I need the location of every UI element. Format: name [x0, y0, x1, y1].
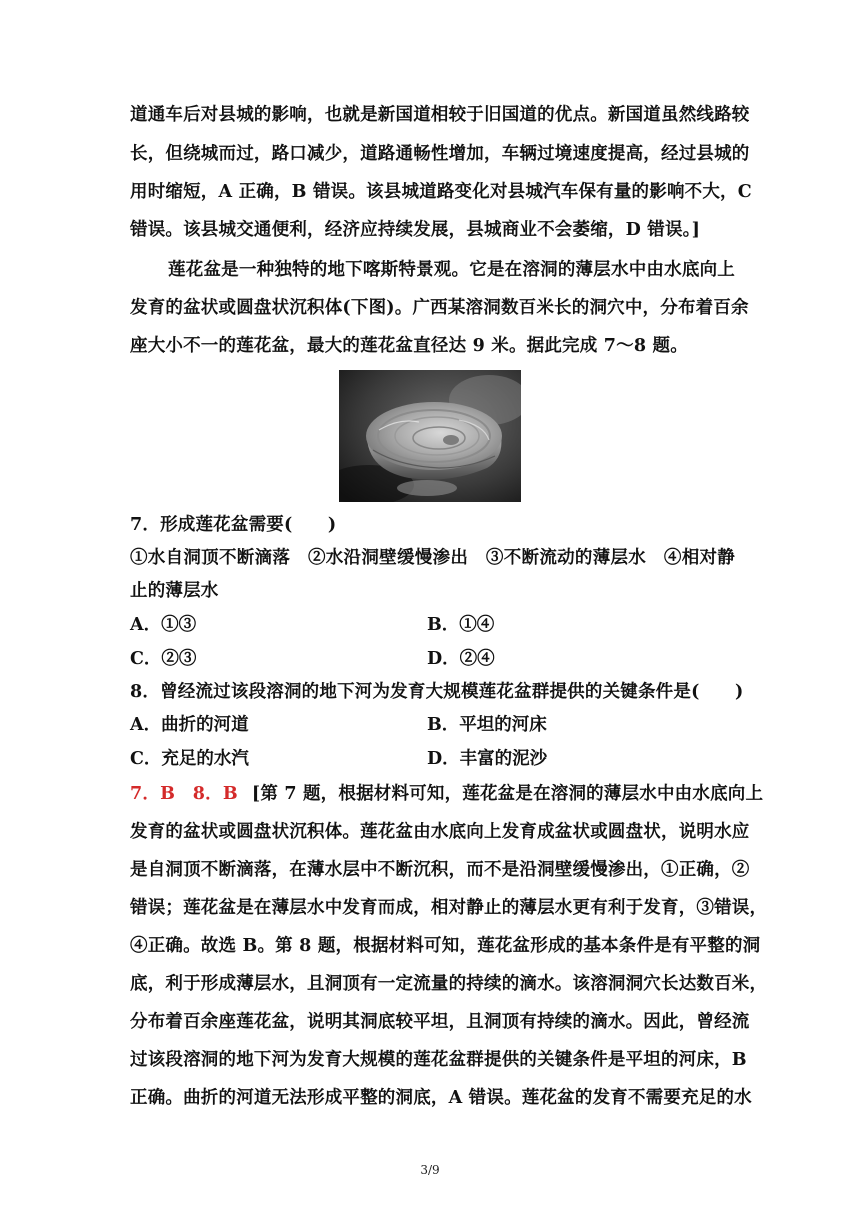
q7-option-d[interactable]: D．②④ — [427, 649, 495, 669]
q7-option-b[interactable]: B．①④ — [427, 615, 495, 635]
lotus-basin-photo — [339, 370, 521, 502]
lotus-basin-icon — [339, 370, 521, 502]
q8-option-a[interactable]: A．曲折的河道 — [130, 715, 249, 735]
answer-explanation-line: 正确。曲折的河道无法形成平整的洞底，A 错误。莲花盆的发育不需要充足的水 — [130, 1088, 752, 1108]
question-7-stem: 7．形成莲花盆需要( ) — [130, 515, 337, 535]
answer-explanation-start: [第 7 题，根据材料可知，莲花盆是在溶洞的薄层水中由水底向上 — [251, 784, 764, 804]
question-7-statements: ①水自洞顶不断滴落 ②水沿洞壁缓慢渗出 ③不断流动的薄层水 ④相对静 — [130, 548, 735, 568]
answer-explanation-line: 过该段溶洞的地下河为发育大规模的莲花盆群提供的关键条件是平坦的河床，B — [130, 1050, 747, 1070]
q8-option-b[interactable]: B．平坦的河床 — [427, 715, 547, 735]
answer-first-line — [130, 780, 764, 808]
answer-explanation-line: 错误；莲花盆是在薄层水中发育而成，相对静止的薄层水更有利于发育，③错误， — [130, 898, 768, 918]
q8-option-d[interactable]: D．丰富的泥沙 — [427, 749, 548, 769]
prev-explanation-line: 道通车后对县城的影响，也就是新国道相较于旧国道的优点。新国道虽然线路较 — [130, 105, 750, 125]
answer-explanation-line: 是自洞顶不断滴落，在薄水层中不断沉积，而不是沿洞壁缓慢渗出，①正确，② — [130, 860, 750, 880]
prev-explanation-line: 用时缩短，A 正确，B 错误。该县城道路变化对县城汽车保有量的影响不大，C — [130, 182, 752, 202]
answer-explanation-line: 发育的盆状或圆盘状沉积体。莲花盆由水底向上发育成盆状或圆盘状，说明水应 — [130, 822, 750, 842]
passage-line: 座大小不一的莲花盆，最大的莲花盆直径达 9 米。据此完成 7～8 题。 — [130, 336, 688, 356]
answer-explanation-line: 底，利于形成薄层水，且洞顶有一定流量的持续的滴水。该溶洞洞穴长达数百米， — [130, 974, 768, 994]
passage-line: 发育的盆状或圆盘状沉积体(下图)。广西某溶洞数百米长的洞穴中，分布着百余 — [130, 298, 749, 318]
q7-option-a[interactable]: A．①③ — [130, 615, 197, 635]
answer-explanation-line: 分布着百余座莲花盆，说明其洞底较平坦，且洞顶有持续的滴水。因此，曾经流 — [130, 1012, 750, 1032]
question-7-statements: 止的薄层水 — [130, 581, 219, 601]
answer-explanation-line: ④正确。故选 B。第 8 题，根据材料可知，莲花盆形成的基本条件是有平整的洞 — [130, 936, 761, 956]
page-number: 3/9 — [420, 1163, 440, 1177]
passage-line: 莲花盆是一种独特的地下喀斯特景观。它是在溶洞的薄层水中由水底向上 — [168, 260, 735, 280]
prev-explanation-line: 错误。该县城交通便利，经济应持续发展，县城商业不会萎缩，D 错误。] — [130, 220, 701, 240]
answer-key: 7．B 8．B — [130, 784, 238, 804]
prev-explanation-line: 长，但绕城而过，路口减少，道路通畅性增加，车辆过境速度提高，经过县城的 — [130, 144, 750, 164]
q8-option-c[interactable]: C．充足的水汽 — [130, 749, 249, 769]
q7-option-c[interactable]: C．②③ — [130, 649, 197, 669]
question-8-stem: 8．曾经流过该段溶洞的地下河为发育大规模莲花盆群提供的关键条件是( ) — [130, 682, 744, 702]
